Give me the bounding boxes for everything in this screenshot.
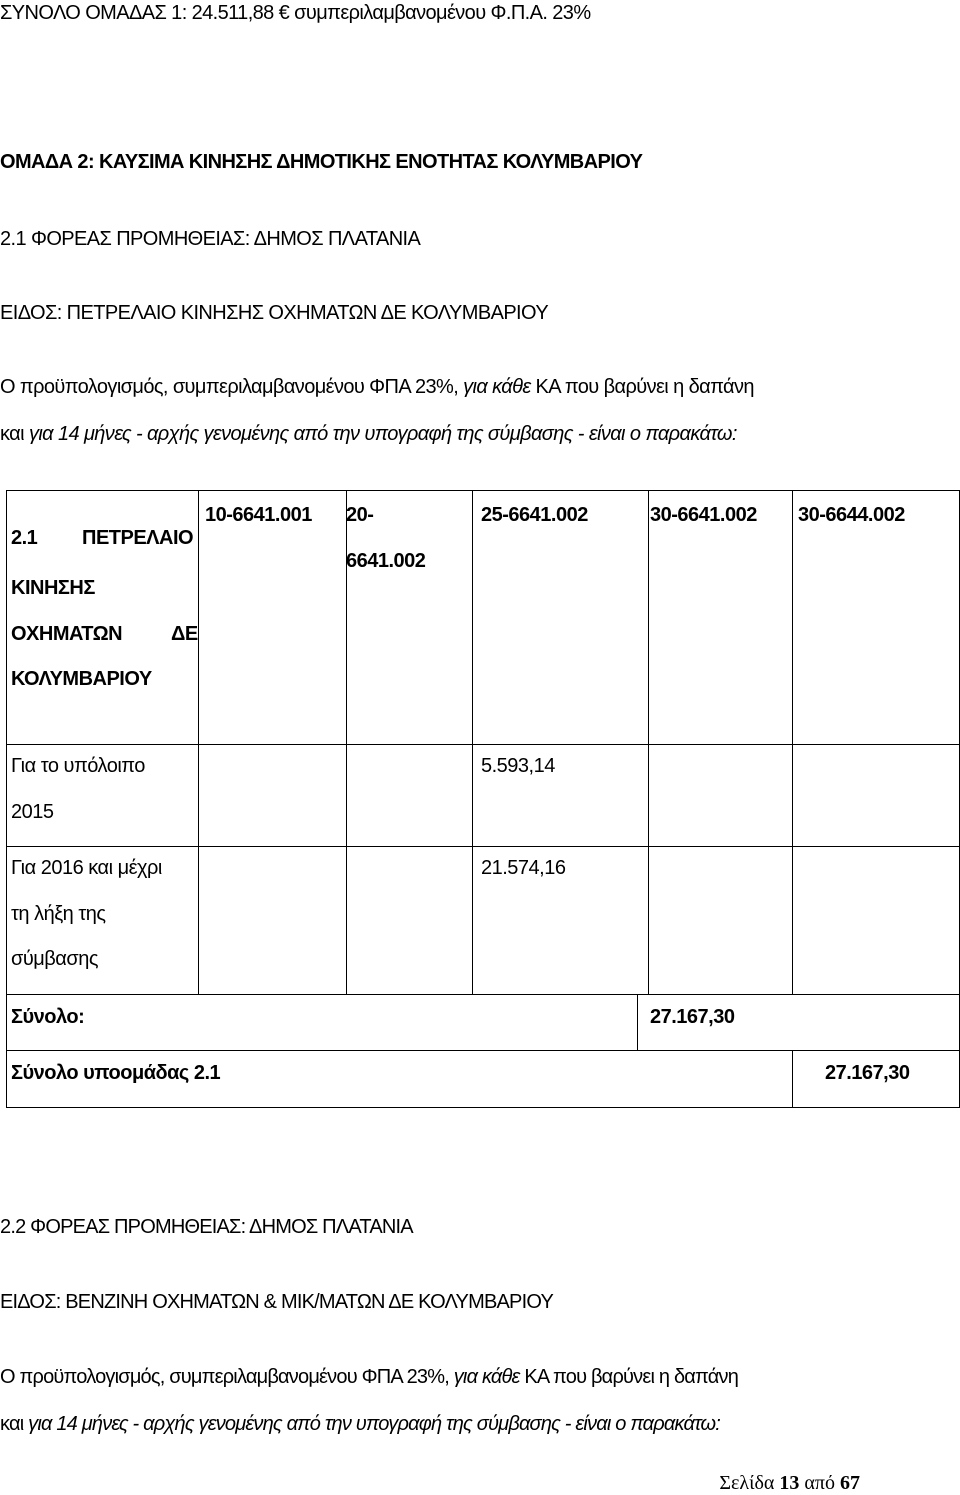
code-30-6641-002: 30-6641.002	[650, 504, 757, 526]
item-desc-fuel: ΠΕΤΡΕΛΑΙΟ	[82, 527, 194, 549]
row-label-2016-line3: σύμβασης	[11, 948, 98, 970]
supplier-line-2-2: 2.2 ΦΟΡΕΑΣ ΠΡΟΜΗΘΕΙΑΣ: ΔΗΜΟΣ ΠΛΑΤΑΝΙΑ	[0, 1216, 413, 1238]
budget-text: Ο προϋπολογισμός, συμπεριλαμβανομένου ΦΠΑ 23%,	[0, 376, 459, 398]
code-20-part1: 20-	[346, 504, 374, 526]
row-label-2016-line2: τη λήξη της	[11, 903, 106, 925]
budget-text-italic: για 14 μήνες - αρχής γενομένης από την υπογραφή της σύμβασης - είναι ο παρακάτω:	[28, 1413, 721, 1435]
item-desc-motion: ΚΙΝΗΣΗΣ	[11, 577, 95, 599]
row-label-2016: Για 2016 και μέχρι	[11, 857, 162, 879]
budget-text: ΚΑ που βαρύνει η δαπάνη	[535, 376, 754, 398]
code-10-6641-001: 10-6641.001	[205, 504, 312, 526]
item-desc-de: ΔΕ	[171, 623, 198, 645]
code-20-part2: 6641.002	[346, 550, 426, 572]
total-value: 27.167,30	[650, 1006, 735, 1028]
group2-title: ΟΜΑΔΑ 2: ΚΑΥΣΙΜΑ ΚΙΝΗΣΗΣ ΔΗΜΟΤΙΚΗΣ ΕΝΟΤΗΤΑΣ ΚΟΛΥΜΒΑΡΙΟΥ	[0, 151, 643, 173]
budget-line2-2-1	[0, 423, 737, 446]
page-word: Σελίδα	[719, 1472, 775, 1494]
subgroup-total-value: 27.167,30	[825, 1062, 910, 1084]
budget-text: και	[0, 1413, 24, 1435]
budget-text: ΚΑ που βαρύνει η δαπάνη	[524, 1366, 739, 1388]
budget-text: Ο προϋπολογισμός, συμπεριλαμβανομένου ΦΠΑ 23%,	[0, 1366, 449, 1388]
budget-table	[6, 490, 960, 1108]
budget-line-2-1	[0, 376, 754, 399]
row-label-2015-year: 2015	[11, 801, 54, 823]
row-label-2015: Για το υπόλοιπο	[11, 755, 145, 777]
item-desc-kolymvari: ΚΟΛΥΜΒΑΡΙΟΥ	[11, 668, 152, 690]
row-value-2016: 21.574,16	[481, 857, 566, 879]
budget-text-italic: για 14 μήνες - αρχής γενομένης από την υπογραφή της σύμβασης - είναι ο παρακάτω:	[28, 423, 737, 445]
page-number: 13	[779, 1472, 800, 1494]
subgroup-total-label: Σύνολο υποομάδας 2.1	[11, 1062, 221, 1084]
budget-line2-2-2	[0, 1413, 720, 1436]
code-30-6644-002: 30-6644.002	[798, 504, 905, 526]
item-type-line-2-1: ΕΙΔΟΣ: ΠΕΤΡΕΛΑΙΟ ΚΙΝΗΣΗΣ ΟΧΗΜΑΤΩΝ ΔΕ ΚΟΛΥΜΒΑΡΙΟΥ	[0, 302, 549, 324]
budget-text-italic: για κάθε	[453, 1366, 520, 1388]
supplier-line-2-1: 2.1 ΦΟΡΕΑΣ ΠΡΟΜΗΘΕΙΑΣ: ΔΗΜΟΣ ΠΛΑΤΑΝΙΑ	[0, 228, 421, 250]
code-25-6641-002: 25-6641.002	[481, 504, 588, 526]
item-desc-vehicles: ΟΧΗΜΑΤΩΝ	[11, 623, 123, 645]
total-label: Σύνολο:	[11, 1006, 85, 1028]
total-pages: 67	[840, 1472, 860, 1494]
row-value-2015: 5.593,14	[481, 755, 555, 777]
item-desc-2-1: 2.1	[11, 527, 38, 549]
budget-text-italic: για κάθε	[463, 376, 531, 398]
page-footer	[719, 1472, 860, 1495]
budget-text: και	[0, 423, 24, 445]
of-word: από	[804, 1472, 835, 1494]
item-type-line-2-2: ΕΙΔΟΣ: ΒΕΝΖΙΝΗ ΟΧΗΜΑΤΩΝ & ΜΙΚ/ΜΑΤΩΝ ΔΕ ΚΟΛΥΜΒΑΡΙΟΥ	[0, 1291, 553, 1313]
budget-line-2-2	[0, 1366, 738, 1389]
group1-total-line: ΣΥΝΟΛΟ ΟΜΑΔΑΣ 1: 24.511,88 € συμπεριλαμβανομένου Φ.Π.Α. 23%	[0, 2, 591, 24]
